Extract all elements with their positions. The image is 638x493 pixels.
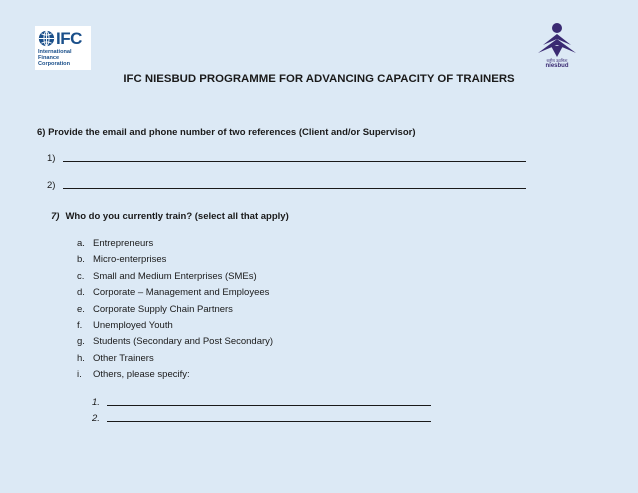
niesbud-hindi-text: राष्ट्रीय उद्यमिता [546,58,568,63]
ifc-logo-line: Corporation [38,61,71,68]
question-7-number: 7) [51,211,60,222]
option-label: Entrepreneurs [93,238,154,249]
niesbud-logo [534,22,580,72]
ifc-logo-word: IFC [56,28,82,48]
option-letter: e. [77,303,85,315]
option-letter: f. [77,319,83,331]
option-label: Corporate Supply Chain Partners [93,303,233,315]
option-label: Small and Medium Enterprises (SMEs) [93,270,257,282]
reference-row-1 [47,153,62,164]
option-other-trainers[interactable] [77,353,273,369]
page-title: IFC NIESBUD PROGRAMME FOR ADVANCING CAPACITY OF TRAINERS [123,73,515,85]
option-others-specify[interactable] [77,369,273,385]
specify-number: 1. [92,397,100,408]
reference-1-blank[interactable] [63,161,526,162]
options-list [77,238,273,386]
option-letter: g. [77,336,85,348]
option-letter: a. [77,238,85,249]
ifc-logo-line: International [38,49,72,55]
option-letter: i. [77,369,82,381]
option-label: Students (Secondary and Post Secondary) [93,336,274,348]
option-label: Other Trainers [93,352,154,364]
option-letter: c. [77,270,85,282]
option-smes[interactable] [77,271,273,287]
ifc-logo-subtitle [38,49,88,68]
reference-number: 2) [47,180,56,191]
specify-2-blank[interactable] [107,421,431,422]
specify-number: 2. [92,413,100,424]
specify-1-blank[interactable] [107,405,431,406]
option-students[interactable] [77,336,273,352]
niesbud-name: niesbud [545,63,569,69]
ifc-logo-line: Finance [38,55,60,62]
option-label: Micro-enterprises [93,254,167,266]
option-letter: b. [77,254,85,266]
option-label: Corporate – Management and Employees [93,287,270,299]
option-corporate-supply-chain[interactable] [77,304,273,320]
reference-number: 1) [47,153,56,164]
question-7-text: Who do you currently train? (select all that apply) [65,211,289,222]
niesbud-emblem-icon [534,22,580,58]
question-6-text: 6) Provide the email and phone number of two references (Client and/or Supervisor) [37,127,416,138]
reference-row-2 [47,180,62,191]
option-letter: d. [77,287,85,299]
option-corporate-management[interactable] [77,287,273,303]
option-letter: h. [77,352,85,364]
option-label: Unemployed Youth [93,319,173,331]
globe-icon [38,30,55,47]
option-micro-enterprises[interactable] [77,254,273,270]
option-label: Others, please specify: [93,369,190,381]
option-unemployed-youth[interactable] [77,320,273,336]
reference-2-blank[interactable] [63,188,526,189]
ifc-logo [35,26,91,70]
question-7 [51,211,289,222]
option-entrepreneurs[interactable] [77,238,273,254]
